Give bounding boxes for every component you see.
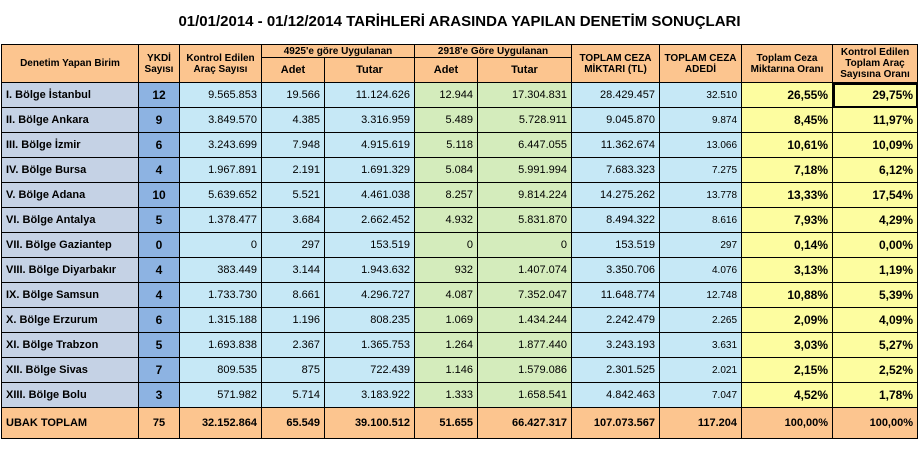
total-count-cell[interactable]: 13.778 bbox=[660, 183, 742, 208]
adet-2918-cell[interactable]: 4.932 bbox=[415, 208, 478, 233]
adet-2918-cell[interactable]: 1.146 bbox=[415, 358, 478, 383]
total-vehicle-ratio-cell[interactable]: 100,00% bbox=[833, 408, 918, 439]
controlled-cell[interactable]: 3.849.570 bbox=[180, 108, 262, 133]
total-total-amount-cell[interactable]: 107.073.567 bbox=[572, 408, 660, 439]
amount-ratio-cell[interactable]: 2,09% bbox=[742, 308, 833, 333]
tutar-2918-cell[interactable]: 5.728.911 bbox=[478, 108, 572, 133]
amount-ratio-cell[interactable]: 2,15% bbox=[742, 358, 833, 383]
adet-2918-cell[interactable]: 1.069 bbox=[415, 308, 478, 333]
vehicle-ratio-cell[interactable]: 4,29% bbox=[833, 208, 918, 233]
total-amount-cell[interactable]: 153.519 bbox=[572, 233, 660, 258]
amount-ratio-cell[interactable]: 4,52% bbox=[742, 383, 833, 408]
ykdi-cell[interactable]: 4 bbox=[139, 283, 180, 308]
ykdi-cell[interactable]: 5 bbox=[139, 208, 180, 233]
adet-4925-cell[interactable]: 3.684 bbox=[262, 208, 325, 233]
tutar-2918-cell[interactable]: 17.304.831 bbox=[478, 83, 572, 108]
table-row bbox=[2, 283, 918, 308]
tutar-2918-cell[interactable]: 1.407.074 bbox=[478, 258, 572, 283]
ykdi-cell[interactable]: 3 bbox=[139, 383, 180, 408]
total-adet-4925-cell[interactable]: 65.549 bbox=[262, 408, 325, 439]
ykdi-cell[interactable]: 10 bbox=[139, 183, 180, 208]
header-unit: Denetim Yapan Birim bbox=[2, 45, 139, 83]
adet-4925-cell[interactable]: 7.948 bbox=[262, 133, 325, 158]
controlled-cell[interactable]: 3.243.699 bbox=[180, 133, 262, 158]
vehicle-ratio-cell[interactable]: 10,09% bbox=[833, 133, 918, 158]
unit-cell[interactable]: V. Bölge Adana bbox=[2, 183, 139, 208]
adet-2918-cell[interactable]: 5.118 bbox=[415, 133, 478, 158]
adet-2918-cell[interactable]: 4.087 bbox=[415, 283, 478, 308]
unit-cell[interactable]: I. Bölge İstanbul bbox=[2, 83, 139, 108]
unit-cell[interactable]: IV. Bölge Bursa bbox=[2, 158, 139, 183]
header-adet-2918: Adet bbox=[415, 58, 478, 83]
total-amount-cell[interactable]: 28.429.457 bbox=[572, 83, 660, 108]
amount-ratio-cell[interactable]: 10,61% bbox=[742, 133, 833, 158]
unit-cell[interactable]: II. Bölge Ankara bbox=[2, 108, 139, 133]
vehicle-ratio-cell[interactable]: 1,19% bbox=[833, 258, 918, 283]
adet-4925-cell[interactable]: 5.714 bbox=[262, 383, 325, 408]
header-law2918: 2918'e Göre Uygulanan bbox=[415, 45, 572, 58]
total-amount-cell[interactable]: 9.045.870 bbox=[572, 108, 660, 133]
unit-cell[interactable]: VII. Bölge Gaziantep bbox=[2, 233, 139, 258]
total-count-cell[interactable]: 4.076 bbox=[660, 258, 742, 283]
total-count-cell[interactable]: 9.874 bbox=[660, 108, 742, 133]
controlled-cell[interactable]: 1.733.730 bbox=[180, 283, 262, 308]
tutar-4925-cell[interactable]: 3.316.959 bbox=[325, 108, 415, 133]
table-row bbox=[2, 208, 918, 233]
adet-4925-cell[interactable]: 4.385 bbox=[262, 108, 325, 133]
total-count-cell[interactable]: 2.265 bbox=[660, 308, 742, 333]
header-controlled: Kontrol Edilen Araç Sayısı bbox=[180, 45, 262, 83]
tutar-2918-cell[interactable]: 6.447.055 bbox=[478, 133, 572, 158]
unit-cell[interactable]: III. Bölge İzmir bbox=[2, 133, 139, 158]
adet-2918-cell[interactable]: 0 bbox=[415, 233, 478, 258]
header-tutar-4925: Tutar bbox=[325, 58, 415, 83]
total-amount-cell[interactable]: 2.242.479 bbox=[572, 308, 660, 333]
amount-ratio-cell[interactable]: 10,88% bbox=[742, 283, 833, 308]
vehicle-ratio-cell[interactable]: 11,97% bbox=[833, 108, 918, 133]
controlled-cell[interactable]: 1.378.477 bbox=[180, 208, 262, 233]
adet-4925-cell[interactable]: 3.144 bbox=[262, 258, 325, 283]
adet-4925-cell[interactable]: 875 bbox=[262, 358, 325, 383]
adet-4925-cell[interactable]: 5.521 bbox=[262, 183, 325, 208]
total-count-cell[interactable]: 32.510 bbox=[660, 83, 742, 108]
table-row bbox=[2, 358, 918, 383]
total-count-cell[interactable]: 7.275 bbox=[660, 158, 742, 183]
controlled-cell[interactable]: 571.982 bbox=[180, 383, 262, 408]
adet-2918-cell[interactable]: 932 bbox=[415, 258, 478, 283]
tutar-2918-cell[interactable]: 9.814.224 bbox=[478, 183, 572, 208]
total-total-count-cell[interactable]: 117.204 bbox=[660, 408, 742, 439]
total-ykdi-cell[interactable]: 75 bbox=[139, 408, 180, 439]
vehicle-ratio-cell[interactable]: 5,27% bbox=[833, 333, 918, 358]
tutar-2918-cell[interactable]: 7.352.047 bbox=[478, 283, 572, 308]
header-vehicle-ratio: Kontrol Edilen Toplam Araç Sayısına Oranı bbox=[833, 45, 918, 83]
ykdi-cell[interactable]: 4 bbox=[139, 258, 180, 283]
tutar-2918-cell[interactable]: 0 bbox=[478, 233, 572, 258]
unit-cell[interactable]: XIII. Bölge Bolu bbox=[2, 383, 139, 408]
header-amount-ratio: Toplam Ceza Miktarına Oranı bbox=[742, 45, 833, 83]
adet-4925-cell[interactable]: 2.367 bbox=[262, 333, 325, 358]
vehicle-ratio-cell[interactable]: 29,75% bbox=[833, 83, 918, 108]
vehicle-ratio-cell[interactable]: 5,39% bbox=[833, 283, 918, 308]
amount-ratio-cell[interactable]: 26,55% bbox=[742, 83, 833, 108]
tutar-4925-cell[interactable]: 153.519 bbox=[325, 233, 415, 258]
adet-2918-cell[interactable]: 12.944 bbox=[415, 83, 478, 108]
adet-2918-cell[interactable]: 5.084 bbox=[415, 158, 478, 183]
total-count-cell[interactable]: 3.631 bbox=[660, 333, 742, 358]
header-law4925: 4925'e göre Uygulanan bbox=[262, 45, 415, 58]
total-amount-cell[interactable]: 2.301.525 bbox=[572, 358, 660, 383]
total-count-cell[interactable]: 8.616 bbox=[660, 208, 742, 233]
amount-ratio-cell[interactable]: 13,33% bbox=[742, 183, 833, 208]
total-unit-cell[interactable]: UBAK TOPLAM bbox=[2, 408, 139, 439]
table-row bbox=[2, 83, 918, 108]
controlled-cell[interactable]: 809.535 bbox=[180, 358, 262, 383]
tutar-4925-cell[interactable]: 3.183.922 bbox=[325, 383, 415, 408]
unit-cell[interactable]: VIII. Bölge Diyarbakır bbox=[2, 258, 139, 283]
amount-ratio-cell[interactable]: 7,18% bbox=[742, 158, 833, 183]
controlled-cell[interactable]: 9.565.853 bbox=[180, 83, 262, 108]
controlled-cell[interactable]: 1.693.838 bbox=[180, 333, 262, 358]
adet-2918-cell[interactable]: 1.264 bbox=[415, 333, 478, 358]
ykdi-cell[interactable]: 7 bbox=[139, 358, 180, 383]
total-count-cell[interactable]: 297 bbox=[660, 233, 742, 258]
tutar-4925-cell[interactable]: 1.691.329 bbox=[325, 158, 415, 183]
amount-ratio-cell[interactable]: 3,13% bbox=[742, 258, 833, 283]
header-tutar-2918: Tutar bbox=[478, 58, 572, 83]
adet-2918-cell[interactable]: 1.333 bbox=[415, 383, 478, 408]
table-row bbox=[2, 308, 918, 333]
total-amount-cell[interactable]: 7.683.323 bbox=[572, 158, 660, 183]
ykdi-cell[interactable]: 5 bbox=[139, 333, 180, 358]
table-row bbox=[2, 383, 918, 408]
total-count-cell[interactable]: 7.047 bbox=[660, 383, 742, 408]
tutar-2918-cell[interactable]: 1.579.086 bbox=[478, 358, 572, 383]
header-total-count: TOPLAM CEZA ADEDİ bbox=[660, 45, 742, 83]
tutar-4925-cell[interactable]: 4.915.619 bbox=[325, 133, 415, 158]
total-count-cell[interactable]: 12.748 bbox=[660, 283, 742, 308]
tutar-4925-cell[interactable]: 808.235 bbox=[325, 308, 415, 333]
controlled-cell[interactable]: 5.639.652 bbox=[180, 183, 262, 208]
total-amount-ratio-cell[interactable]: 100,00% bbox=[742, 408, 833, 439]
ykdi-cell[interactable]: 0 bbox=[139, 233, 180, 258]
vehicle-ratio-cell[interactable]: 2,52% bbox=[833, 358, 918, 383]
vehicle-ratio-cell[interactable]: 6,12% bbox=[833, 158, 918, 183]
ykdi-cell[interactable]: 12 bbox=[139, 83, 180, 108]
total-row bbox=[2, 408, 918, 439]
total-controlled-cell[interactable]: 32.152.864 bbox=[180, 408, 262, 439]
tutar-4925-cell[interactable]: 11.124.626 bbox=[325, 83, 415, 108]
total-amount-cell[interactable]: 11.648.774 bbox=[572, 283, 660, 308]
tutar-4925-cell[interactable]: 4.296.727 bbox=[325, 283, 415, 308]
tutar-4925-cell[interactable]: 4.461.038 bbox=[325, 183, 415, 208]
adet-4925-cell[interactable]: 297 bbox=[262, 233, 325, 258]
tutar-2918-cell[interactable]: 1.877.440 bbox=[478, 333, 572, 358]
page-title: 01/01/2014 - 01/12/2014 TARİHLERİ ARASINDA YAPILAN DENETİM SONUÇLARI bbox=[178, 13, 741, 30]
vehicle-ratio-cell[interactable]: 0,00% bbox=[833, 233, 918, 258]
table-row bbox=[2, 333, 918, 358]
controlled-cell[interactable]: 1.315.188 bbox=[180, 308, 262, 333]
unit-cell[interactable]: IX. Bölge Samsun bbox=[2, 283, 139, 308]
ykdi-cell[interactable]: 6 bbox=[139, 133, 180, 158]
total-tutar-2918-cell[interactable]: 66.427.317 bbox=[478, 408, 572, 439]
controlled-cell[interactable]: 1.967.891 bbox=[180, 158, 262, 183]
total-amount-cell[interactable]: 14.275.262 bbox=[572, 183, 660, 208]
adet-4925-cell[interactable]: 2.191 bbox=[262, 158, 325, 183]
header-ykdi: YKDİ Sayısı bbox=[139, 45, 180, 83]
ykdi-cell[interactable]: 4 bbox=[139, 158, 180, 183]
unit-cell[interactable]: X. Bölge Erzurum bbox=[2, 308, 139, 333]
tutar-4925-cell[interactable]: 1.365.753 bbox=[325, 333, 415, 358]
tutar-2918-cell[interactable]: 5.991.994 bbox=[478, 158, 572, 183]
total-count-cell[interactable]: 2.021 bbox=[660, 358, 742, 383]
table-row bbox=[2, 133, 918, 158]
adet-4925-cell[interactable]: 1.196 bbox=[262, 308, 325, 333]
vehicle-ratio-cell[interactable]: 17,54% bbox=[833, 183, 918, 208]
table-row bbox=[2, 258, 918, 283]
total-adet-2918-cell[interactable]: 51.655 bbox=[415, 408, 478, 439]
total-amount-cell[interactable]: 3.350.706 bbox=[572, 258, 660, 283]
results-table bbox=[1, 44, 918, 439]
vehicle-ratio-cell[interactable]: 1,78% bbox=[833, 383, 918, 408]
unit-cell[interactable]: XII. Bölge Sivas bbox=[2, 358, 139, 383]
unit-cell[interactable]: XI. Bölge Trabzon bbox=[2, 333, 139, 358]
controlled-cell[interactable]: 383.449 bbox=[180, 258, 262, 283]
controlled-cell[interactable]: 0 bbox=[180, 233, 262, 258]
table-row bbox=[2, 233, 918, 258]
table-row bbox=[2, 183, 918, 208]
tutar-4925-cell[interactable]: 1.943.632 bbox=[325, 258, 415, 283]
tutar-2918-cell[interactable]: 1.658.541 bbox=[478, 383, 572, 408]
header-total-amount: TOPLAM CEZA MİKTARI (TL) bbox=[572, 45, 660, 83]
tutar-2918-cell[interactable]: 5.831.870 bbox=[478, 208, 572, 233]
header-adet-4925: Adet bbox=[262, 58, 325, 83]
adet-2918-cell[interactable]: 8.257 bbox=[415, 183, 478, 208]
tutar-2918-cell[interactable]: 1.434.244 bbox=[478, 308, 572, 333]
total-amount-cell[interactable]: 8.494.322 bbox=[572, 208, 660, 233]
ykdi-cell[interactable]: 6 bbox=[139, 308, 180, 333]
tutar-4925-cell[interactable]: 722.439 bbox=[325, 358, 415, 383]
tutar-4925-cell[interactable]: 2.662.452 bbox=[325, 208, 415, 233]
unit-cell[interactable]: VI. Bölge Antalya bbox=[2, 208, 139, 233]
total-amount-cell[interactable]: 4.842.463 bbox=[572, 383, 660, 408]
ykdi-cell[interactable]: 9 bbox=[139, 108, 180, 133]
total-count-cell[interactable]: 13.066 bbox=[660, 133, 742, 158]
total-amount-cell[interactable]: 3.243.193 bbox=[572, 333, 660, 358]
total-tutar-4925-cell[interactable]: 39.100.512 bbox=[325, 408, 415, 439]
adet-2918-cell[interactable]: 5.489 bbox=[415, 108, 478, 133]
table-row bbox=[2, 108, 918, 133]
table-row bbox=[2, 158, 918, 183]
adet-4925-cell[interactable]: 19.566 bbox=[262, 83, 325, 108]
amount-ratio-cell[interactable]: 7,93% bbox=[742, 208, 833, 233]
amount-ratio-cell[interactable]: 8,45% bbox=[742, 108, 833, 133]
vehicle-ratio-cell[interactable]: 4,09% bbox=[833, 308, 918, 333]
adet-4925-cell[interactable]: 8.661 bbox=[262, 283, 325, 308]
total-amount-cell[interactable]: 11.362.674 bbox=[572, 133, 660, 158]
amount-ratio-cell[interactable]: 3,03% bbox=[742, 333, 833, 358]
amount-ratio-cell[interactable]: 0,14% bbox=[742, 233, 833, 258]
